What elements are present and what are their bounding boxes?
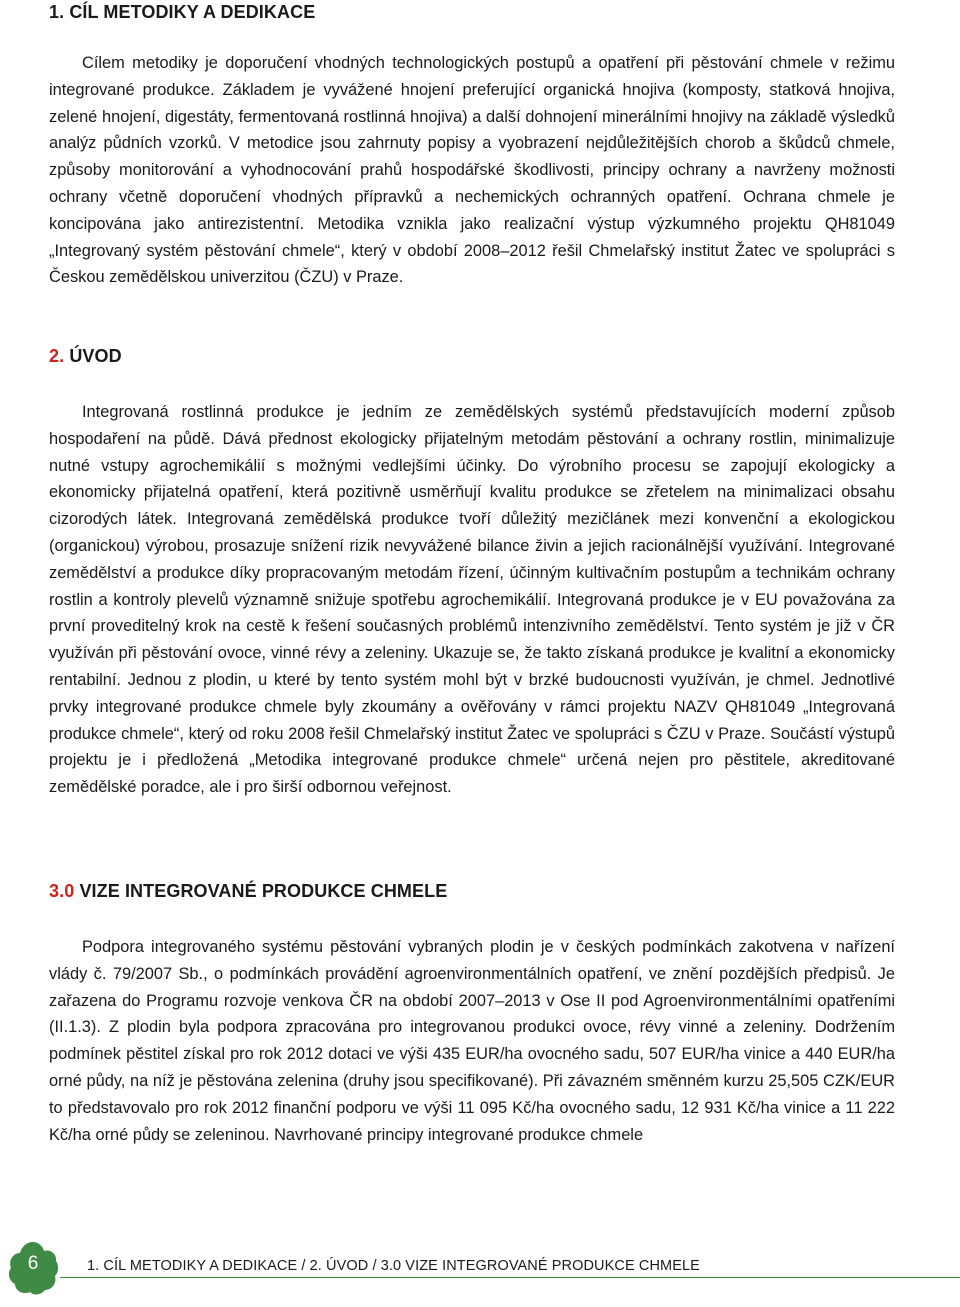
section-heading-1: 1. CÍL METODIKY A DEDIKACE bbox=[49, 2, 316, 22]
section-number-3: 3.0 bbox=[49, 881, 75, 901]
section-paragraph-3: Podpora integrovaného systému pěstování vybraných plodin je v českých podmínkách zakotvena v nařízení vlády č. 79/2007 Sb., o podmínkách provádění agroenvironmentálních opatření, ve znění pozdějších předpisů. Je zařazena do Programu rozvoje venkova ČR na období 2007–2013 v Ose II pod Agroenvironmentálními opatřeními (II.1.3). Z plodin byla podpora zpracována pro integrovanou produkci ovoce, révy vinné a zeleniny. Dodržením podmínek pěstitel získal pro rok 2012 dotaci ve výši 435 EUR/ha ovocného sadu, 507 EUR/ha vinice a 440 EUR/ha orné půdy, na níž je pěstována zelenina (druhy jsou specifikované). Při závazném směnném kurzu 25,505 CZK/EUR to představovalo pro rok 2012 finanční podporu ve výši 11 095 Kč/ha ovocného sadu, 12 931 Kč/ha vinice a 11 222 Kč/ha orné půdy se zeleninou. Navrhované principy integrované produkce chmele bbox=[49, 938, 895, 1144]
running-title: 1. CÍL METODIKY A DEDIKACE / 2. ÚVOD / 3.0 VIZE INTEGROVANÉ PRODUKCE CHMELE bbox=[87, 1258, 700, 1274]
section-heading-3 bbox=[49, 881, 447, 902]
section-paragraph-1: Cílem metodiky je doporučení vhodných technologických postupů a opatření při pěstování chmele v režimu integrované produkce. Základem je vyvážené hnojení preferující organická hnojiva (komposty, statková hnojiva, zelené hnojení, digestáty, fermentovaná rostlinná hnojiva) a další dohnojení minerálními hnojivy na základě výsledků analýz půdních vzorků. V metodice jsou zahrnuty popisy a vyobrazení nejdůležitějších chorob a škůdců chmele, způsoby monitorování a vyhodnocování prahů hospodářské škodlivosti, principy ochrany a navrženy možnosti ochrany včetně doporučení vhodných přípravků a nechemických ochranných opatření. Ochrana chmele je koncipována jako antirezistentní. Metodika vznikla jako realizační výstup výzkumného projektu QH81049 „Integrovaný systém pěstování chmele“, který v období 2008–2012 řešil Chmelařský institut Žatec ve spolupráci s Českou zemědělskou univerzitou (ČZU) v Praze. bbox=[49, 54, 895, 287]
section-number-2: 2. bbox=[49, 346, 65, 366]
footer-divider bbox=[60, 1277, 960, 1278]
section-heading-2 bbox=[49, 346, 122, 367]
section-title-3: VIZE INTEGROVANÉ PRODUKCE CHMELE bbox=[79, 881, 448, 901]
section-title-2: ÚVOD bbox=[69, 346, 122, 366]
page-number: 6 bbox=[27, 1253, 39, 1274]
section-paragraph-2: Integrovaná rostlinná produkce je jedním ze zemědělských systémů představujících moderní způsob hospodaření na půdě. Dává přednost ekologicky přijatelným metodám pěstování a ochrany rostlin, minimalizuje nutné vstupy agrochemikálií s možnými vedlejšími účinky. Do výrobního procesu se zapojují ekologicky a ekonomicky přijatelná opatření, která pozitivně usměrňují kvalitu produkce se zřetelem na minimalizaci obsahu cizorodých látek. Integrovaná zemědělská produkce tvoří důležitý mezičlánek mezi konvenční a ekologickou (organickou) výrobou, prosazuje snížení rizik nevyvážené bilance živin a jejich racionálnější využívání. Integrované zemědělství a produkce díky propracovaným metodám řízení, účinným kultivačním postupům a technikám ochrany rostlin a kontroly plevelů významně snižuje spotřebu agrochemikálií. Integrovaná produkce je v EU považována za první proveditelný krok na cestě k řešení současných problémů intenzivního zemědělství. Tento systém je již v ČR využíván při pěstování ovoce, vinné révy a zeleniny. Ukazuje se, že takto získaná produkce je kvalitní a ekonomicky rentabilní. Jednou z plodin, u které by tento systém mohl být v brzké budoucnosti využíván, je chmel. Jednotlivé prvky integrované produkce chmele byly zkoumány a ověřovány v rámci projektu NAZV QH81049 „Integrovaná produkce chmele“, který od roku 2008 řešil Chmelařský institut Žatec ve spolupráci s ČZU v Praze. Součástí výstupů projektu je i předložená „Metodika integrované produkce chmele“ určená nejen pro pěstitele, akreditované zemědělské poradce, ale i pro širší odbornou veřejnost. bbox=[49, 403, 895, 797]
